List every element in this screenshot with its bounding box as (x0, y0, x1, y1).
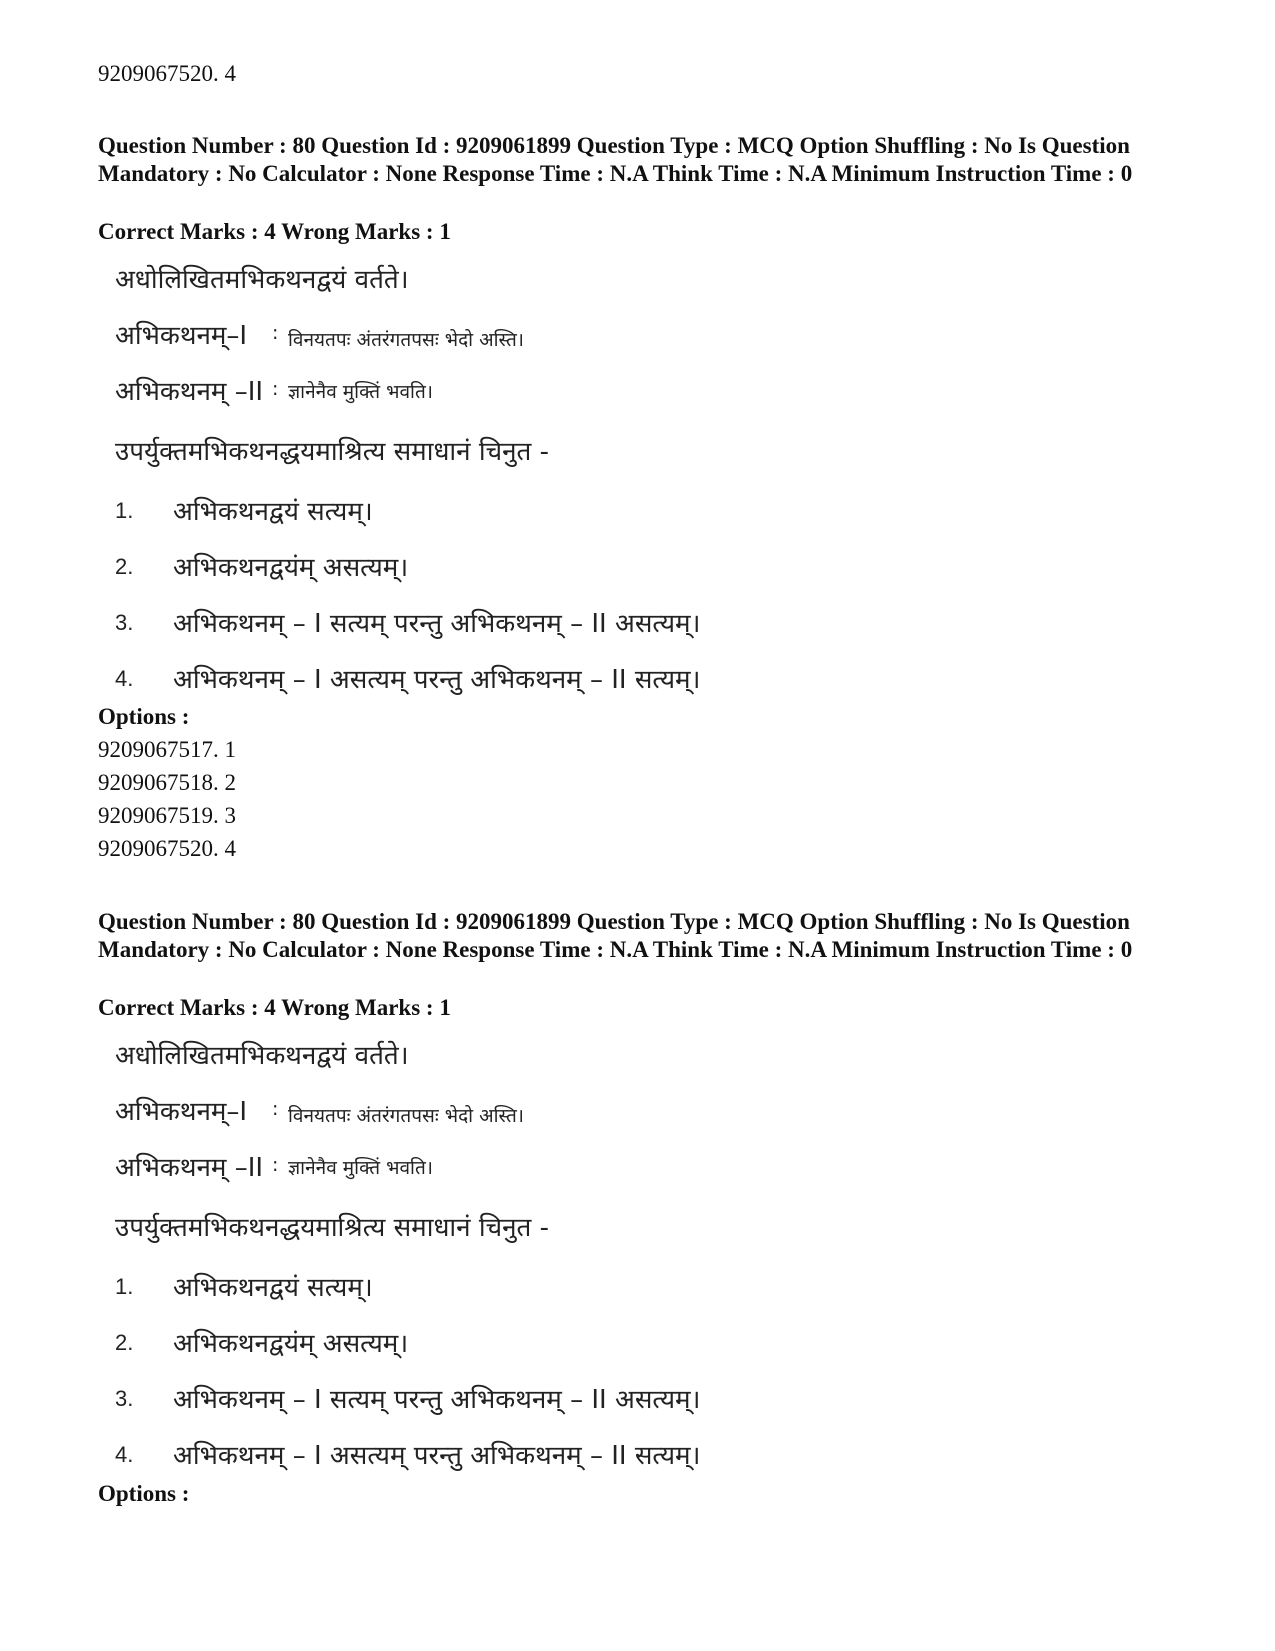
statement-1-text: विनयतपः अंतरंगतपसः भेदो अस्ति। (288, 1105, 524, 1127)
choice-number: 4. (115, 666, 134, 691)
choice-text: अभिकथनद्वयं सत्यम्। (173, 1273, 373, 1303)
options-label: Options : (98, 1481, 190, 1506)
options-label: Options : (98, 704, 190, 729)
option-item: 9209067517. 1 (98, 737, 236, 762)
choice-text: अभिकथनम् – I असत्यम् परन्तु अभिकथनम् – II सत्यम्। (173, 1441, 701, 1471)
choice-number: 1. (115, 1274, 134, 1299)
question-prompt: उपर्युक्तमभिकथनद्धयमाश्रित्य समाधानं चिनुत - (115, 1213, 550, 1243)
question-header: Question Number : 80 Question Id : 9209061899 Question Type : MCQ Option Shuffling : No Is Question Mandatory : No Calculator : None Response Time : N.A Think Time : N.A Minimum Instruction Time : 0 (98, 909, 1133, 962)
question-prompt: उपर्युक्तमभिकथनद्धयमाश्रित्य समाधानं चिनुत - (115, 437, 550, 467)
statement-1-separator: : (272, 1098, 279, 1120)
choice-text: अभिकथनम् – I सत्यम् परन्तु अभिकथनम् – II असत्यम्। (173, 1385, 701, 1415)
marks-line: Correct Marks : 4 Wrong Marks : 1 (98, 995, 451, 1020)
carryover-option: 9209067520. 4 (98, 61, 236, 86)
statement-2-label: अभिकथनम् –II (115, 1153, 264, 1183)
question-intro: अधोलिखितमभिकथनद्वयं वर्तते। (115, 1041, 409, 1071)
statement-2-text: ज्ञानेनैव मुक्तिं भवति। (288, 381, 434, 403)
question-intro: अधोलिखितमभिकथनद्वयं वर्तते। (115, 265, 409, 295)
statement-1-text: विनयतपः अंतरंगतपसः भेदो अस्ति। (288, 329, 524, 351)
statement-1-label: अभिकथनम्–I (115, 321, 248, 351)
choice-text: अभिकथनद्वयं सत्यम्। (173, 497, 373, 527)
choice-number: 3. (115, 610, 134, 635)
statement-2-separator: : (272, 378, 279, 400)
choice-text: अभिकथनम् – I सत्यम् परन्तु अभिकथनम् – II असत्यम्। (173, 609, 701, 639)
choice-number: 2. (115, 554, 134, 579)
choice-number: 4. (115, 1442, 134, 1467)
choice-text: अभिकथनद्वयंम् असत्यम्। (173, 1329, 409, 1359)
statement-1-separator: : (272, 322, 279, 344)
option-item: 9209067520. 4 (98, 836, 236, 861)
question-header: Question Number : 80 Question Id : 9209061899 Question Type : MCQ Option Shuffling : No Is Question Mandatory : No Calculator : None Response Time : N.A Think Time : N.A Minimum Instruction Time : 0 (98, 133, 1133, 186)
choice-text: अभिकथनद्वयंम् असत्यम्। (173, 553, 409, 583)
statement-2-text: ज्ञानेनैव मुक्तिं भवति। (288, 1157, 434, 1179)
choice-number: 1. (115, 498, 134, 523)
choice-text: अभिकथनम् – I असत्यम् परन्तु अभिकथनम् – II सत्यम्। (173, 665, 701, 695)
option-item: 9209067519. 3 (98, 803, 236, 828)
statement-2-separator: : (272, 1154, 279, 1176)
option-item: 9209067518. 2 (98, 770, 236, 795)
statement-2-label: अभिकथनम् –II (115, 377, 264, 407)
choice-number: 2. (115, 1330, 134, 1355)
marks-line: Correct Marks : 4 Wrong Marks : 1 (98, 219, 451, 244)
statement-1-label: अभिकथनम्–I (115, 1097, 248, 1127)
choice-number: 3. (115, 1386, 134, 1411)
